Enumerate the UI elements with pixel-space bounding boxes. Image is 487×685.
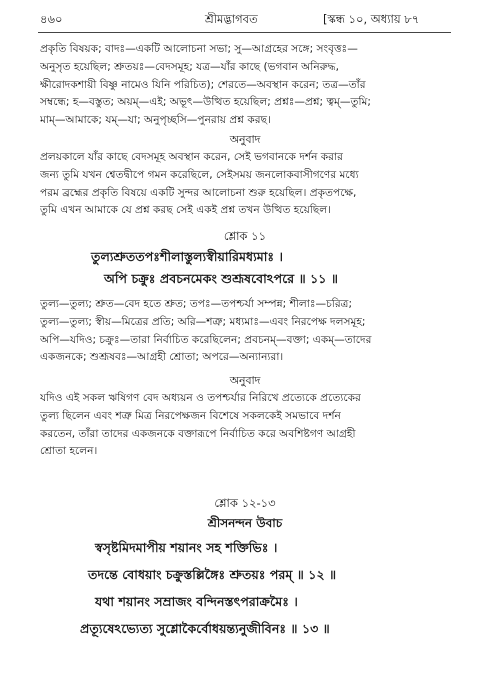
translation-line: শ্রোতা হলেন।: [40, 445, 98, 458]
verse-heading-12-13: শ্লোক ১২-১৩: [214, 496, 276, 510]
canto-chapter-reference: [স্কন্ধ ১০, অধ্যায় ৮৭: [323, 12, 420, 26]
page-number: ৪৬০: [40, 12, 63, 26]
synonyms-line: সম্বন্ধে; হ—বস্তুত; অয়ম্—এই; অভূৎ—উত্থিত হয়েছিল; প্রশ্নঃ—প্রশ্ন; ত্বম্—তুমি;: [40, 96, 371, 109]
translation-line: পরম ব্রহ্মের প্রকৃতি বিষয়ে একটি সুন্দর আলোচনা শুরু হয়েছিল। প্রকৃতপক্ষে,: [40, 186, 357, 199]
synonyms-line: ক্ষীরোদকশায়ী বিষ্ণু নামেও যিনি পরিচিত); শেরতে—অবস্থান করেন; তত্র—তাঁর: [40, 78, 366, 91]
synonyms-line: একজনকে; শুশ্রূষবঃ—আগ্রহী শ্রোতা; অপরে—অন্যান্যরা।: [40, 351, 284, 364]
verse-11-line-2: অপি চক্রুঃ প্রবচনমেকং শুশ্রূষবোঽপরে ॥ ১১ ॥: [104, 271, 338, 286]
translation-heading-2: অনুবাদ: [229, 374, 261, 387]
synonyms-block-1: [40, 41, 450, 130]
book-title: শ্রীমদ্ভাগবত: [205, 12, 258, 26]
translation-block-1: [40, 149, 450, 220]
translation-line: প্রলয়কালে যাঁর কাছে বেদসমূহ অবস্থান করেন, সেই ভগবানকে দর্শন করার: [40, 151, 343, 163]
header-rule: [38, 32, 451, 33]
synonyms-line: তুল্য—তুল্য; শ্রুত—বেদ হতে শ্রুত; তপঃ—তপশ্চর্যা সম্পন্ন; শীলাঃ—চরিত্র;: [40, 298, 353, 310]
synonyms-line: তুল্য—তুল্য; স্বীয়—মিত্রের প্রতি; অরি—শত্রু; মধ্যমাঃ—এবং নিরপেক্ষ দলসমূহ;: [40, 315, 366, 328]
synonyms-line: মাম্—আমাকে; যম্—যা; অনুপৃচ্ছসি—পুনরায় প্রশ্ন করছ।: [40, 114, 271, 127]
translation-line: তুল্য ছিলেন এবং শত্রু মিত্র নিরপেক্ষজন বিশেষে সকলকেই সমভাবে দর্শন: [40, 409, 341, 422]
verse-13-line-2: প্রত্যূষেঽভ্যেত্য সুশ্লোকৈর্বোধয়ন্ত্যনুজীবিনঃ ॥ ১৩ ॥: [80, 621, 330, 636]
speaker-line: শ্রীসনন্দন উবাচ: [207, 516, 283, 530]
translation-line: করতেন, তাঁরা তাদের একজনকে বক্তারূপে নির্বাচিত করে অবশিষ্টগণ আগ্রহী: [40, 427, 356, 440]
translation-block-2: [40, 390, 450, 461]
translation-line: জন্য তুমি যখন শ্বেতদ্বীপে গমন করেছিলে, সেইসময় জনলোকবাসীগণের মধ্যে: [40, 168, 359, 181]
verse-12-line-1: স্বসৃষ্টমিদমাপীয় শয়ানং সহ শক্তিভিঃ ।: [95, 540, 278, 555]
verse-heading-11: শ্লোক ১১: [223, 229, 267, 243]
synonyms-block-2: [40, 296, 450, 367]
translation-line: যদিও এই সকল ঋষিগণ বেদ অধ্যয়ন ও তপশ্চর্যার নিরিখে প্রত্যেকে প্রত্যেকের: [40, 392, 361, 404]
verse-13-line-1: যথা শয়ানং সম্রাজং বন্দিনস্তৎপরাক্রমৈঃ ।: [95, 594, 298, 609]
verse-11-line-1: তুল্যশ্রুততপঃশীলাস্তুল্যস্বীয়ারিমধ্যমাঃ ।: [91, 249, 284, 264]
synonyms-line: অপি—যদিও; চক্রুঃ—তারা নির্বাচিত করেছিলেন; প্রবচনম্—বক্তা; একম্—তাদের: [40, 333, 372, 346]
translation-line: তুমি এখন আমাকে যে প্রশ্ন করছ সেই একই প্রশ্ন তখন উত্থিত হয়েছিল।: [40, 204, 331, 217]
synonyms-line: অনুসৃত হয়েছিল; শ্রুতয়ঃ—বেদসমূহ; যত্র—যাঁর কাছে (ভগবান অনিরুদ্ধ,: [40, 60, 339, 73]
translation-heading-1: অনুবাদ: [229, 133, 261, 146]
verse-12-line-2: তদন্তে বোধয়াং চক্রুস্তল্লিঙ্গৈঃ শ্রুতয়ঃ পরম্ ॥ ১২ ॥: [88, 567, 337, 582]
synonyms-line: প্রকৃতি বিষয়ক; বাদঃ—একটি আলোচনা সভা; সু—আগ্রহের সঙ্গে; সংবৃত্তঃ—: [40, 43, 358, 55]
